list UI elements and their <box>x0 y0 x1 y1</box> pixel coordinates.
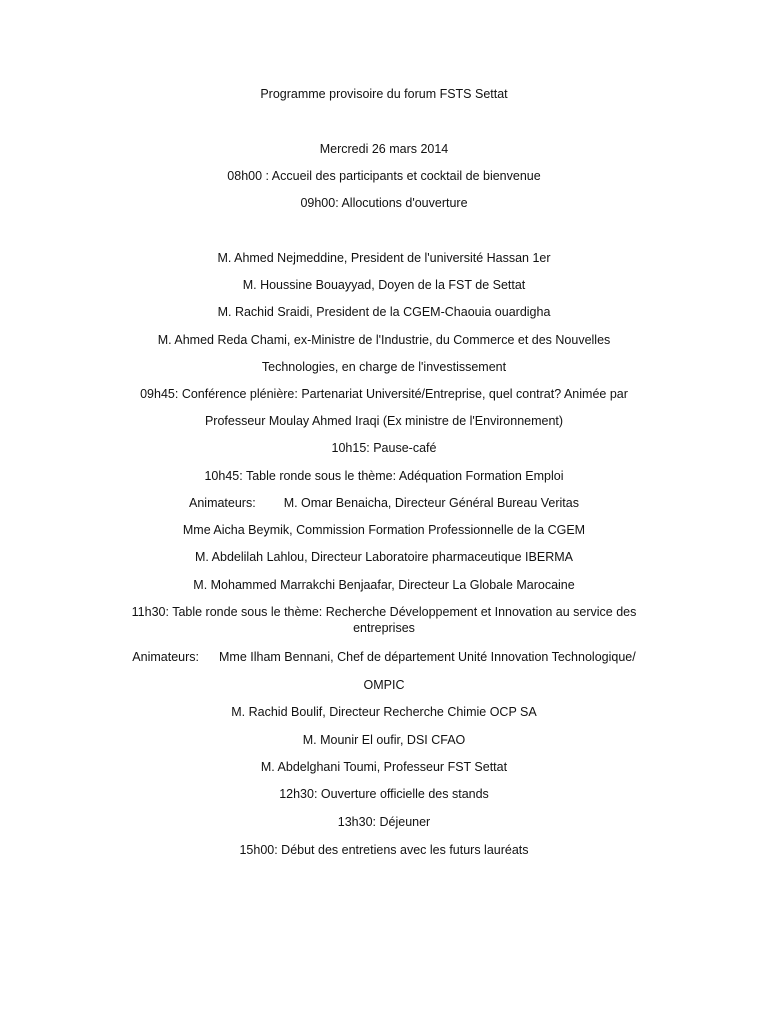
rt1-animators-label: Animateurs: <box>189 496 256 510</box>
rt2-animator: M. Abdelghani Toumi, Professeur FST Settat <box>260 760 508 774</box>
schedule-round-table-2: 11h30: Table ronde sous le thème: Recherche Développement et Innovation au service des entreprises <box>131 605 637 635</box>
rt2-animator: Mme Ilham Bennani, Chef de département Unité Innovation Technologique/ <box>219 650 636 664</box>
rt1-animator: Mme Aicha Beymik, Commission Formation Professionnelle de la CGEM <box>182 523 586 537</box>
rt2-animator: M. Rachid Boulif, Directeur Recherche Chimie OCP SA <box>231 705 537 719</box>
schedule-lunch: 13h30: Déjeuner <box>337 815 431 829</box>
rt1-animator: M. Omar Benaicha, Directeur Général Bureau Veritas <box>283 496 579 510</box>
speaker-line: M. Ahmed Nejmeddine, President de l'université Hassan 1er <box>217 251 551 265</box>
schedule-welcome: 08h00 : Accueil des participants et cocktail de bienvenue <box>227 169 541 183</box>
schedule-plenary-continuation: Professeur Moulay Ahmed Iraqi (Ex ministre de l'Environnement) <box>204 414 564 428</box>
event-date: Mercredi 26 mars 2014 <box>319 142 449 156</box>
rt2-animator: M. Mounir El oufir, DSI CFAO <box>302 733 466 747</box>
schedule-plenary: 09h45: Conférence plénière: Partenariat Université/Entreprise, quel contrat? Animée par <box>140 387 628 401</box>
rt1-animator: M. Abdelilah Lahlou, Directeur Laboratoire pharmaceutique IBERMA <box>195 550 573 564</box>
schedule-coffee-break: 10h15: Pause-café <box>331 441 437 455</box>
schedule-interviews: 15h00: Début des entretiens avec les futurs lauréats <box>239 843 529 857</box>
schedule-round-table-1: 10h45: Table ronde sous le thème: Adéquation Formation Emploi <box>204 469 564 483</box>
speaker-line: M. Rachid Sraidi, President de la CGEM-Chaouia ouardigha <box>217 305 551 319</box>
speaker-line: M. Ahmed Reda Chami, ex-Ministre de l'Industrie, du Commerce et des Nouvelles <box>157 333 611 347</box>
speaker-line-continuation: Technologies, en charge de l'investissement <box>261 360 507 374</box>
rt2-animators-row <box>100 649 668 665</box>
rt1-animators-row <box>100 495 668 511</box>
rt2-animators-label: Animateurs: <box>132 650 199 664</box>
speaker-line: M. Houssine Bouayyad, Doyen de la FST de Settat <box>242 278 526 292</box>
rt1-animator: M. Mohammed Marrakchi Benjaafar, Directeur La Globale Marocaine <box>193 578 575 592</box>
document-title: Programme provisoire du forum FSTS Settat <box>260 87 508 101</box>
schedule-stands: 12h30: Ouverture officielle des stands <box>279 787 489 801</box>
schedule-opening: 09h00: Allocutions d'ouverture <box>300 196 468 210</box>
rt2-animator-continuation: OMPIC <box>363 678 405 692</box>
